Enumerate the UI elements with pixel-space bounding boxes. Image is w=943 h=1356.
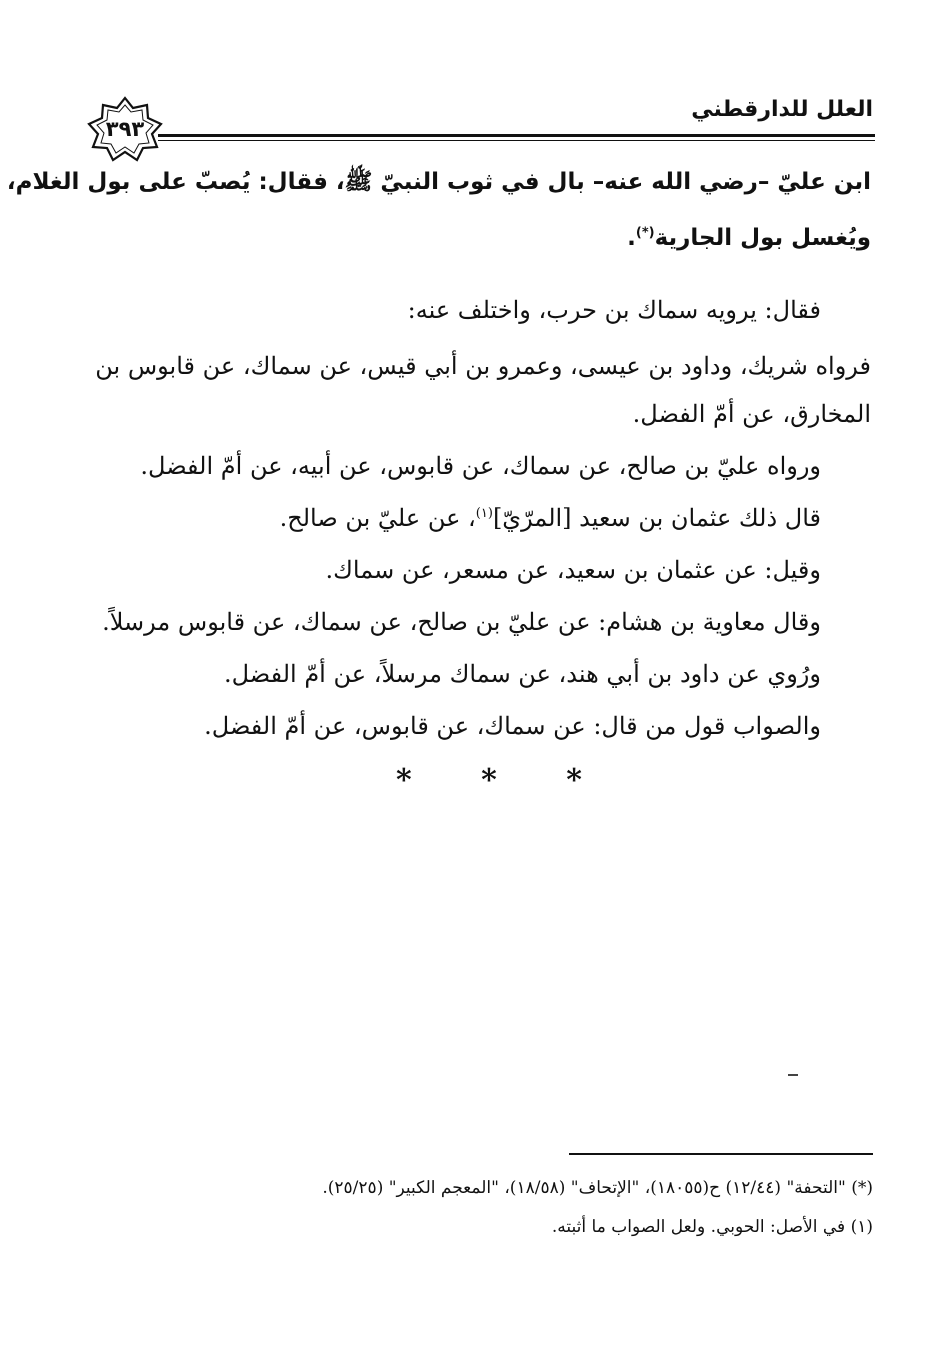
footnote-rule: [569, 1153, 873, 1155]
body-line-3: فقال: يرويه سماك بن حرب، واختلف عنه:: [407, 296, 821, 324]
body-line-2-text: ويُغسل بول الجارية: [654, 225, 871, 251]
footnote-ref-star: (*): [635, 225, 655, 241]
separator-star: *: [396, 763, 412, 798]
separator-star: *: [481, 763, 497, 798]
body-line-7-text: قال ذلك عثمان بن سعيد [المرّيّ]: [492, 504, 821, 532]
body-line-5: المخارق، عن أمّ الفضل.: [632, 400, 871, 428]
running-header-title: العلل للدارقطني: [691, 97, 873, 122]
footnote-ref-1: (١): [475, 506, 493, 521]
body-line-4: فرواه شريك، وداود بن عيسى، وعمرو بن أبي قيس، عن سماك، عن قابوس بن: [95, 352, 871, 380]
footnote-1: (١) في الأصل: الحوبي. ولعل الصواب ما أثبته.: [551, 1217, 873, 1237]
body-line-10: ورُوي عن داود بن أبي هند، عن سماك مرسلاً، عن أمّ الفضل.: [223, 660, 821, 688]
header-rule-thick: [158, 134, 875, 137]
body-line-7-end: ، عن عليّ بن صالح.: [279, 504, 476, 532]
body-line-1: ابن عليّ –رضي الله عنه– بال في ثوب النبيّ ﷺ، فقال: يُصبّ على بول الغلام،: [6, 169, 871, 195]
scan-artifact-mark: [788, 1074, 798, 1076]
body-line-2: [627, 210, 871, 266]
body-line-9: وقال معاوية بن هشام: عن عليّ بن صالح، عن سماك، عن قابوس مرسلاً.: [102, 608, 821, 636]
page-number-badge: [86, 96, 164, 162]
header-rule-thin: [158, 140, 875, 141]
body-line-8: وقيل: عن عثمان بن سعيد، عن مسعر، عن سماك.: [325, 556, 821, 584]
section-separator: [396, 763, 582, 798]
separator-star: *: [566, 763, 582, 798]
body-line-6: ورواه عليّ بن صالح، عن سماك، عن قابوس، عن أبيه، عن أمّ الفضل.: [140, 452, 821, 480]
body-line-2-end: .: [627, 225, 636, 251]
body-line-11: والصواب قول من قال: عن سماك، عن قابوس، عن أمّ الفضل.: [204, 712, 821, 740]
footnote-star: (*) "التحفة" (١٢/٤٤) ح(١٨٠٥٥)، "الإتحاف" (١٨/٥٨)، "المعجم الكبير" (٢٥/٢٥).: [322, 1178, 873, 1198]
body-line-7: [280, 490, 821, 546]
page-number: ٣٩٣: [105, 117, 145, 141]
